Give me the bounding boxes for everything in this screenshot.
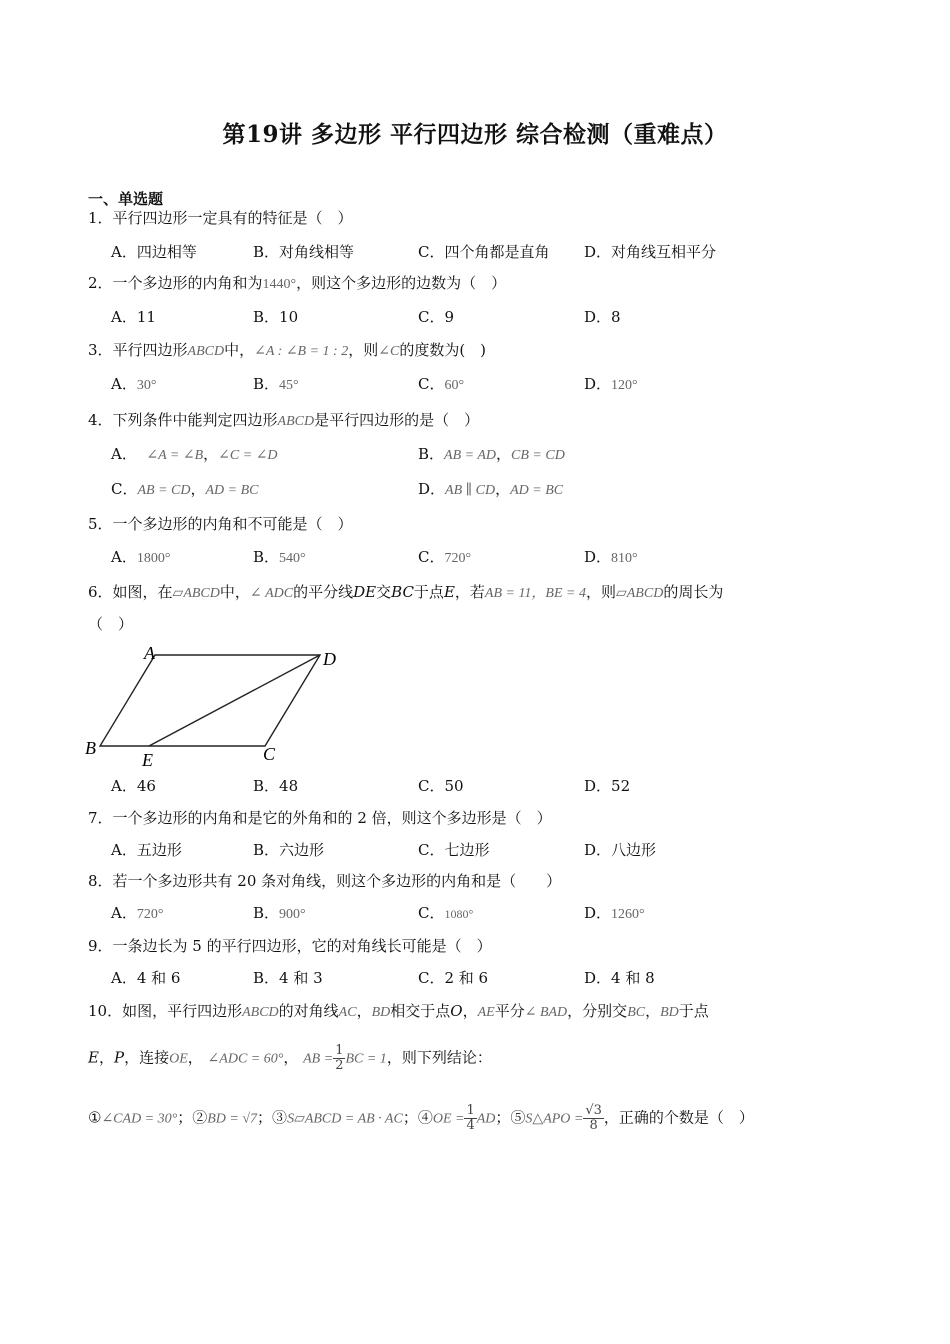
q6-text-7: ，则: [585, 583, 616, 601]
q3-option-d-label: D．: [584, 375, 612, 393]
q6-math-lengths: AB = 11，BE = 4: [484, 586, 586, 601]
question-10-line2: [88, 1044, 492, 1073]
q10-fraction-root3: [583, 1104, 604, 1133]
conclusion-5-mark: ；⑤: [495, 1108, 526, 1127]
q5-option-d-label: D．: [584, 548, 612, 566]
q8-option-a-value: 720°: [136, 907, 164, 922]
conclusion-4-math-a: OE =: [432, 1111, 465, 1127]
q8-option-d[interactable]: [584, 903, 645, 925]
q3-option-b-label: B．: [253, 375, 280, 393]
q3-text-3: ，则: [348, 341, 379, 359]
q10-frac2-den: 4: [466, 1118, 475, 1133]
q6-option-a[interactable]: A．46: [111, 777, 156, 795]
q4-option-d-sep: ，: [495, 480, 511, 498]
q1-option-d[interactable]: D．对角线互相平分: [584, 243, 717, 261]
parallelogram-abcd: [100, 655, 320, 746]
q10-frac2-num: 1: [466, 1103, 475, 1118]
q5-option-b-value: 540°: [279, 551, 306, 566]
q10-math-angle-bad: ∠ BAD: [524, 1005, 568, 1020]
question-6-stem: [88, 582, 723, 604]
q4-option-b-math1: AB = AD: [444, 448, 496, 463]
q5-option-c[interactable]: [418, 547, 471, 569]
q9-option-a[interactable]: A．4 和 6: [111, 969, 181, 987]
label-c: C: [263, 744, 276, 764]
q4-option-d-math1: AB ∥ CD: [445, 483, 496, 498]
q9-option-d[interactable]: D．4 和 8: [584, 969, 655, 987]
q3-option-b[interactable]: [253, 374, 299, 396]
question-9-stem: 9．一条边长为 5 的平行四边形，它的对角线长可能是（ ）: [88, 937, 492, 955]
q4-option-a[interactable]: [111, 444, 278, 466]
q4-text: 4．下列条件中能判定四边形: [88, 411, 278, 429]
q8-option-b-label: B．: [253, 904, 280, 922]
q10-math-bd-2: BD: [660, 1005, 679, 1020]
q10-fraction-half: [333, 1044, 345, 1073]
q3-text-end: 的度数为( ): [399, 341, 487, 359]
q3-math-ratio: ∠A : ∠B = 1 : 2: [254, 344, 349, 359]
label-e: E: [142, 750, 153, 770]
q10-p: P: [113, 1048, 125, 1067]
q2-text-end: ，则这个多边形的边数为（ ）: [296, 274, 507, 292]
q10-text-2: 的对角线: [278, 1002, 339, 1020]
q4-option-b-math2: CB = CD: [511, 448, 565, 463]
q10-e: E: [88, 1048, 99, 1067]
conclusion-2-mark: ；②: [177, 1108, 208, 1127]
q5-option-a[interactable]: [111, 547, 170, 569]
q3-option-c-value: 60°: [444, 378, 465, 393]
q10-math-oe: OE: [169, 1051, 188, 1067]
q5-option-a-value: 1800°: [136, 551, 171, 566]
conclusion-1-math: ∠CAD = 30°: [101, 1111, 178, 1127]
q10-text-6: 平分: [494, 1002, 525, 1020]
question-2-stem: [88, 273, 506, 295]
q6-e: E: [443, 583, 455, 601]
q6-text-4: 交: [376, 583, 392, 601]
q4-option-d[interactable]: [418, 479, 563, 501]
q4-option-b-label: B．: [418, 445, 445, 463]
q3-option-c[interactable]: [418, 374, 464, 396]
q3-math-abcd: ABCD: [187, 344, 225, 359]
q10-frac3-num: √3: [585, 1103, 602, 1118]
q7-option-a[interactable]: A．五边形: [111, 841, 182, 859]
q1-option-c[interactable]: C．四个角都是直角: [418, 243, 550, 261]
q4-option-c[interactable]: [111, 479, 259, 501]
q10-fraction-quarter: [464, 1104, 476, 1133]
q10-text-7: ，分别交: [567, 1002, 628, 1020]
q7-option-b[interactable]: B．六边形: [253, 841, 325, 859]
q8-option-a[interactable]: [111, 903, 163, 925]
q10-text-5: ，: [462, 1002, 478, 1020]
q6-text-6: ，若: [454, 583, 485, 601]
q4-option-c-sep: ，: [190, 480, 206, 498]
q2-math: 1440°: [262, 277, 297, 292]
q6-text-3: 的平分线: [293, 583, 354, 601]
q7-option-d[interactable]: D．八边形: [584, 841, 657, 859]
q1-option-a[interactable]: A．四边相等: [111, 243, 197, 261]
q8-option-b-value: 900°: [279, 907, 306, 922]
q6-option-c[interactable]: C．50: [418, 777, 464, 795]
q5-option-b[interactable]: [253, 547, 306, 569]
q6-math-angle: ∠ ADC: [249, 586, 294, 601]
q10-math-abcd: ABCD: [242, 1005, 279, 1020]
q10-text: 10．如图，平行四边形: [88, 1002, 243, 1020]
q5-option-d-value: 810°: [611, 551, 638, 566]
q10-math-ac: AC: [338, 1005, 357, 1020]
q2-option-d[interactable]: D．8: [584, 308, 621, 326]
q8-option-c-label: C．: [418, 904, 445, 922]
q4-option-c-math1: AB = CD: [137, 483, 191, 498]
q10-text-8: ，: [645, 1002, 661, 1020]
q6-text-2: 中，: [219, 583, 250, 601]
question-1-stem: 1．平行四边形一定具有的特征是（ ）: [88, 209, 353, 227]
conclusion-1-mark: ①: [88, 1108, 102, 1127]
q5-option-d[interactable]: [584, 547, 638, 569]
q10-question-end: ，正确的个数是（ ）: [603, 1108, 754, 1127]
q3-option-a[interactable]: [111, 374, 156, 396]
q4-option-c-math2: AD = BC: [205, 483, 259, 498]
q10-frac1-num: 1: [335, 1043, 344, 1058]
q4-option-b-sep: ，: [496, 445, 512, 463]
q3-option-c-label: C．: [418, 375, 445, 393]
question-10-stem: [88, 1001, 709, 1023]
q4-option-c-label: C．: [111, 480, 138, 498]
q4-text-end: 是平行四边形的是（ ）: [314, 411, 480, 429]
q4-option-b[interactable]: [418, 444, 565, 466]
q10-text-3: ，: [356, 1002, 372, 1020]
q10-math-bc: BC: [627, 1005, 646, 1020]
parallelogram-figure: [80, 638, 350, 773]
q6-math-abcd-2: ▱ABCD: [615, 586, 664, 601]
q1-option-b[interactable]: B．对角线相等: [253, 243, 355, 261]
q3-text: 3．平行四边形: [88, 341, 188, 359]
q6-text-5: 于点: [413, 583, 444, 601]
q10-math-bd: BD: [371, 1005, 391, 1020]
segment-de: [149, 655, 320, 746]
q10-text-4: 相交于点: [390, 1002, 451, 1020]
q10-math-ab: AB =: [303, 1051, 334, 1067]
conclusion-4-math-b: AD: [476, 1111, 496, 1127]
q4-option-a-sep: ，: [203, 445, 219, 463]
q8-option-c-value: 1080°: [444, 907, 474, 921]
q3-text-2: 中，: [224, 341, 255, 359]
q2-option-c[interactable]: C．9: [418, 308, 455, 326]
label-d: D: [323, 649, 336, 669]
q5-option-a-label: A．: [111, 548, 137, 566]
q6-option-d[interactable]: D．52: [584, 777, 631, 795]
q4-math-abcd: ABCD: [277, 414, 315, 429]
q6-math-abcd: ▱ABCD: [172, 586, 220, 601]
q4-option-d-math2: AD = BC: [510, 483, 564, 498]
question-6-line2: （ ）: [88, 615, 134, 633]
question-10-conclusions: [88, 1104, 754, 1133]
q5-option-c-value: 720°: [444, 551, 472, 566]
page-title: 第19讲 多边形 平行四边形 综合检测（重难点）: [222, 121, 728, 148]
q10-l2-text: ，连接: [124, 1048, 170, 1067]
q9-option-b[interactable]: B．4 和 3: [253, 969, 323, 987]
q4-option-a-math2: ∠C = ∠D: [218, 448, 278, 463]
q10-l2-sep: ，: [98, 1048, 114, 1067]
q4-option-d-label: D．: [418, 480, 446, 498]
conclusion-2-math: BD = √7: [207, 1111, 258, 1127]
q6-bc: BC: [391, 583, 414, 601]
question-3-stem: [88, 340, 486, 362]
q10-text-end: 于点: [678, 1002, 709, 1020]
conclusion-3-math: S▱ABCD = AB · AC: [287, 1111, 403, 1127]
label-a: A: [144, 643, 155, 663]
q6-text-end: 的周长为: [663, 583, 724, 601]
q4-option-a-math1: ∠A = ∠B: [146, 448, 204, 463]
q7-option-c[interactable]: C．七边形: [418, 841, 490, 859]
q10-math-adc: ∠ADC = 60°: [207, 1051, 284, 1067]
q8-option-b[interactable]: [253, 903, 306, 925]
q6-option-b[interactable]: B．48: [253, 777, 299, 795]
q2-text: 2．一个多边形的内角和为: [88, 274, 263, 292]
q3-option-b-value: 45°: [279, 378, 299, 393]
q5-option-c-label: C．: [418, 548, 445, 566]
q8-option-d-label: D．: [584, 904, 612, 922]
q10-l2-sep2: ，: [187, 1048, 203, 1067]
q6-text: 6．如图，在: [88, 583, 173, 601]
q3-option-a-label: A．: [111, 375, 137, 393]
label-b: B: [85, 738, 96, 758]
section-heading: 一、单选题: [88, 190, 164, 208]
conclusion-4-mark: ；④: [402, 1108, 433, 1127]
q10-l2-sep3: ，: [283, 1048, 299, 1067]
q3-option-d[interactable]: [584, 374, 638, 396]
q3-option-a-value: 30°: [136, 378, 157, 393]
q8-option-a-label: A．: [111, 904, 137, 922]
question-4-stem: [88, 410, 479, 432]
q10-frac1-den: 2: [335, 1058, 344, 1073]
question-5-stem: 5．一个多边形的内角和不可能是（ ）: [88, 515, 353, 533]
q5-option-b-label: B．: [253, 548, 280, 566]
q3-math-angle-c: ∠C: [378, 344, 400, 359]
q2-option-b[interactable]: B．10: [253, 308, 299, 326]
question-7-stem: 7．一个多边形的内角和是它的外角和的 2 倍，则这个多边形是（ ）: [88, 809, 552, 827]
q10-o: O: [450, 1002, 463, 1020]
q8-option-c[interactable]: [418, 903, 473, 924]
q10-math-ae: AE: [477, 1005, 495, 1020]
q6-de: DE: [353, 583, 377, 601]
conclusion-3-mark: ；③: [257, 1108, 288, 1127]
q8-option-d-value: 1260°: [611, 907, 645, 922]
question-8-stem: 8．若一个多边形共有 20 条对角线，则这个多边形的内角和是（ ）: [88, 872, 562, 890]
conclusion-5-math: S△APO =: [525, 1111, 584, 1127]
q4-option-a-label: A．: [111, 445, 137, 463]
q10-l2-end: ，则下列结论：: [386, 1048, 492, 1067]
q9-option-c[interactable]: C．2 和 6: [418, 969, 489, 987]
q3-option-d-value: 120°: [611, 378, 638, 393]
q10-frac3-den: 8: [589, 1118, 598, 1133]
q10-math-bc-1: BC = 1: [345, 1051, 387, 1067]
q2-option-a[interactable]: A．11: [111, 308, 156, 326]
